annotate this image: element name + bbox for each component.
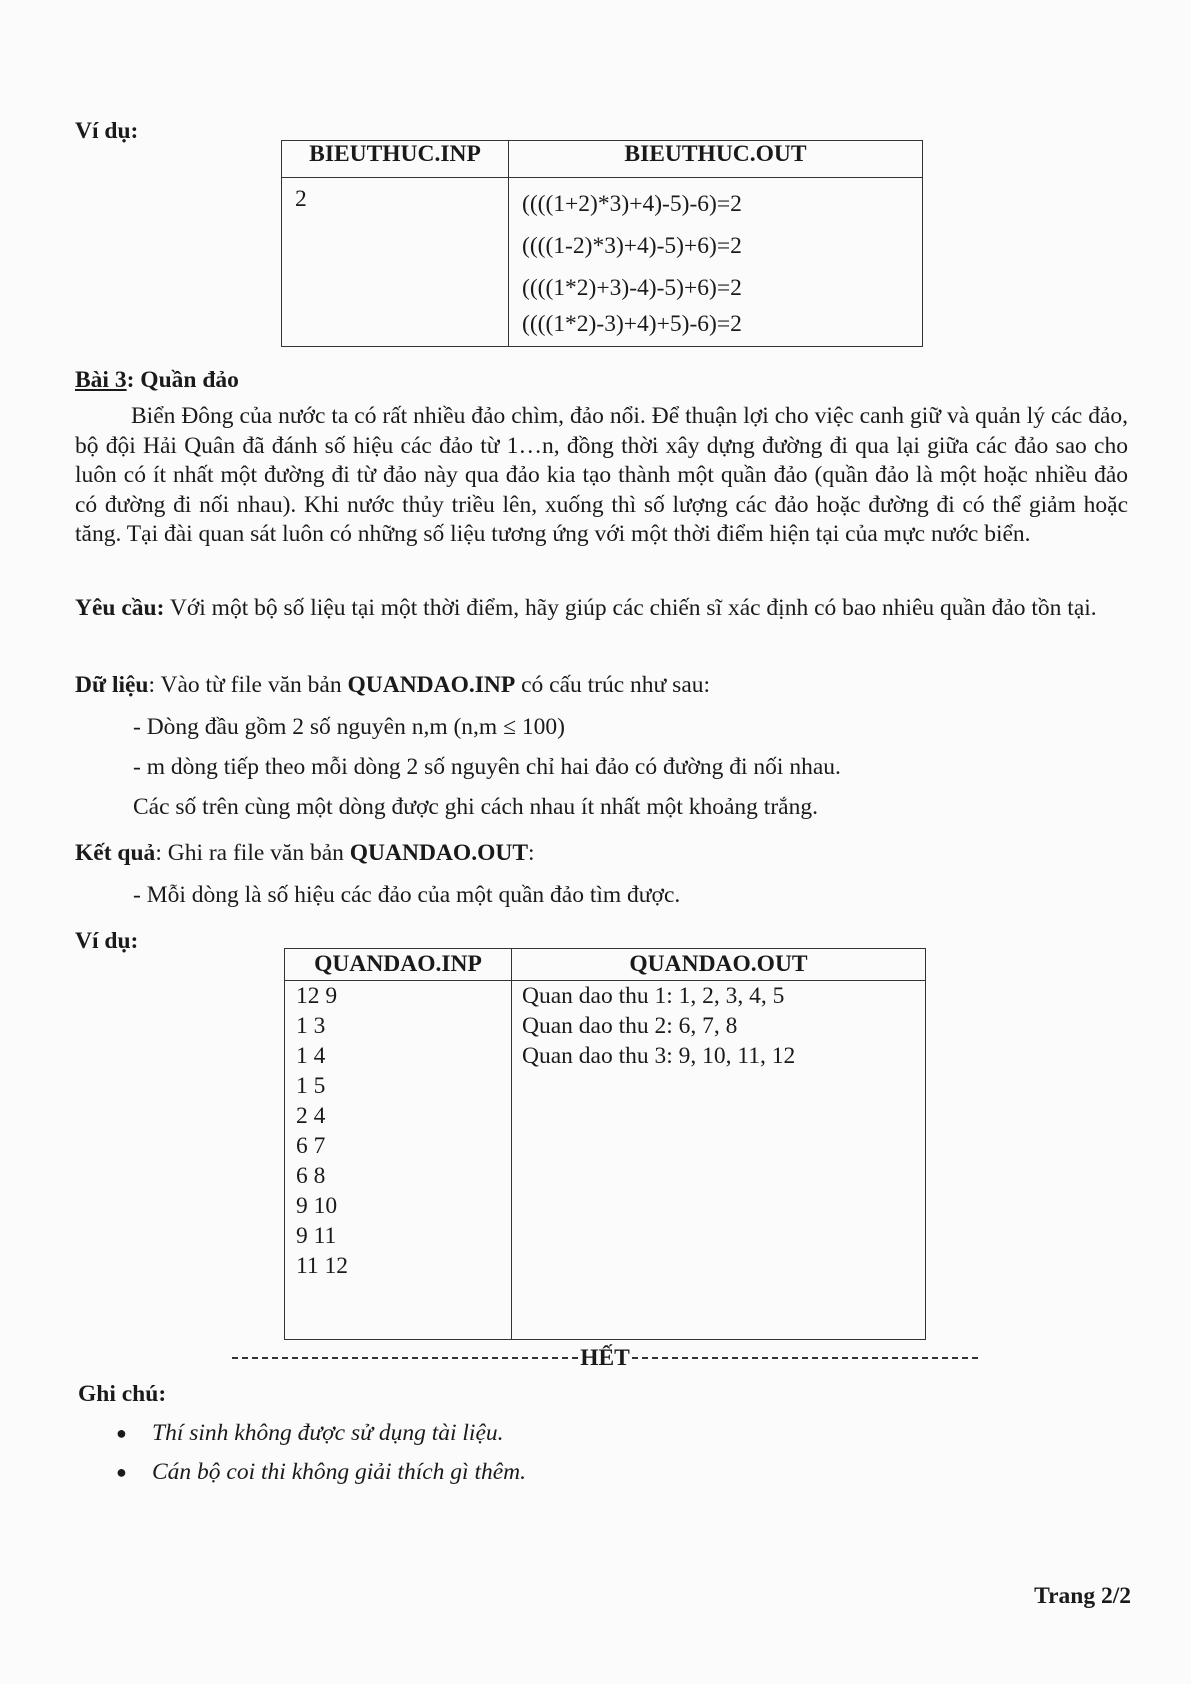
input-line-2: - m dòng tiếp theo mỗi dòng 2 số nguyên chỉ hai đảo có đường đi nối nhau. [133, 754, 841, 780]
separator-dashes [632, 1357, 978, 1359]
input-line: 6 7 [296, 1133, 326, 1159]
table-header-input: BIEUTHUC.INP [282, 141, 509, 178]
output-spec: Kết quả: Ghi ra file văn bản QUANDAO.OUT: [75, 840, 535, 866]
requirement-text: Với một bộ số liệu tại một thời điểm, hãy giúp các chiến sĩ xác định có bao nhiêu quần đảo tồn tại. [164, 595, 1097, 621]
output-line: ((((1+2)*3)+4)-5)-6)=2 [522, 191, 742, 217]
quandao-example-table [284, 948, 926, 1340]
example-label: Ví dụ: [75, 118, 139, 144]
table-header-output: QUANDAO.OUT [512, 949, 926, 981]
input-line: 1 4 [296, 1043, 326, 1069]
table-header-input: QUANDAO.INP [285, 949, 512, 981]
bullet-icon: ● [116, 1423, 127, 1443]
output-file-name: QUANDAO.OUT [349, 840, 528, 866]
output-line: Quan dao thu 2: 6, 7, 8 [522, 1013, 738, 1039]
output-line-1: - Mỗi dòng là số hiệu các đảo của một quần đảo tìm được. [133, 882, 681, 908]
input-line: 9 11 [296, 1223, 337, 1249]
input-line: 2 [295, 186, 307, 212]
output-line: Quan dao thu 1: 1, 2, 3, 4, 5 [522, 983, 785, 1009]
problem-number: Bài 3 [75, 367, 127, 393]
problem-title [75, 365, 239, 395]
output-line: ((((1*2)+3)-4)-5)+6)=2 [522, 275, 742, 301]
requirement [75, 594, 1128, 624]
input-line-1: - Dòng đầu gồm 2 số nguyên n,m (n,m ≤ 100) [133, 714, 565, 740]
end-marker: HẾT [580, 1344, 630, 1371]
note-item: ● Thí sinh không được sử dụng tài liệu. [110, 1414, 526, 1453]
input-line: 2 4 [296, 1103, 326, 1129]
input-line: 12 9 [296, 983, 338, 1009]
table-input-cell [282, 178, 509, 347]
input-line: 1 3 [296, 1013, 326, 1039]
input-label: Dữ liệu [75, 672, 149, 698]
note-item: ● Cán bộ coi thi không giải thích gì thêm. [110, 1453, 526, 1492]
output-line: Quan dao thu 3: 9, 10, 11, 12 [522, 1043, 796, 1069]
input-line: 9 10 [296, 1193, 338, 1219]
notes-list [110, 1414, 526, 1492]
bieuthuc-example-table [281, 140, 923, 347]
problem-description: Biển Đông của nước ta có rất nhiều đảo chìm, đảo nổi. Để thuận lợi cho việc canh giữ và quản lý các đảo, bộ đội Hải Quân đã đánh số hiệu các đảo từ 1…n, đồng thời xây dựng đường đi qua lại giữa các đảo sao cho luôn có ít nhất một đường đi từ đảo này qua đảo kia tạo thành một quần đảo (quần đảo là một hoặc nhiều đảo có đường đi nối nhau). Khi nước thủy triều lên, xuống thì số lượng các đảo hoặc đường đi có thể giảm hoặc tăng. Tại đài quan sát luôn có những số liệu tương ứng với một thời điểm hiện tại của mực nước biển. [75, 403, 1128, 547]
bullet-icon: ● [116, 1462, 127, 1482]
separator-dashes [232, 1357, 578, 1359]
output-line: ((((1*2)-3)+4)+5)-6)=2 [522, 311, 742, 337]
table-output-cell [512, 981, 926, 1340]
table-input-cell [285, 981, 512, 1340]
table-output-cell [509, 178, 923, 347]
input-line: 1 5 [296, 1073, 326, 1099]
notes-label: Ghi chú: [78, 1381, 167, 1407]
input-spec: Dữ liệu: Vào từ file văn bản QUANDAO.INP có cấu trúc như sau: [75, 672, 711, 698]
end-separator [232, 1343, 978, 1373]
input-line: 6 8 [296, 1163, 326, 1189]
output-label: Kết quả [75, 840, 156, 866]
table-header-output: BIEUTHUC.OUT [509, 141, 923, 178]
example-label: Ví dụ: [75, 928, 139, 954]
output-line: ((((1-2)*3)+4)-5)+6)=2 [522, 233, 742, 259]
page-number: Trang 2/2 [1034, 1583, 1131, 1609]
input-line: 11 12 [296, 1253, 349, 1279]
input-line-3: Các số trên cùng một dòng được ghi cách nhau ít nhất một khoảng trắng. [133, 794, 818, 820]
requirement-label: Yêu cầu: [75, 595, 165, 621]
input-file-name: QUANDAO.INP [347, 672, 516, 698]
problem-name: : Quần đảo [126, 367, 239, 393]
